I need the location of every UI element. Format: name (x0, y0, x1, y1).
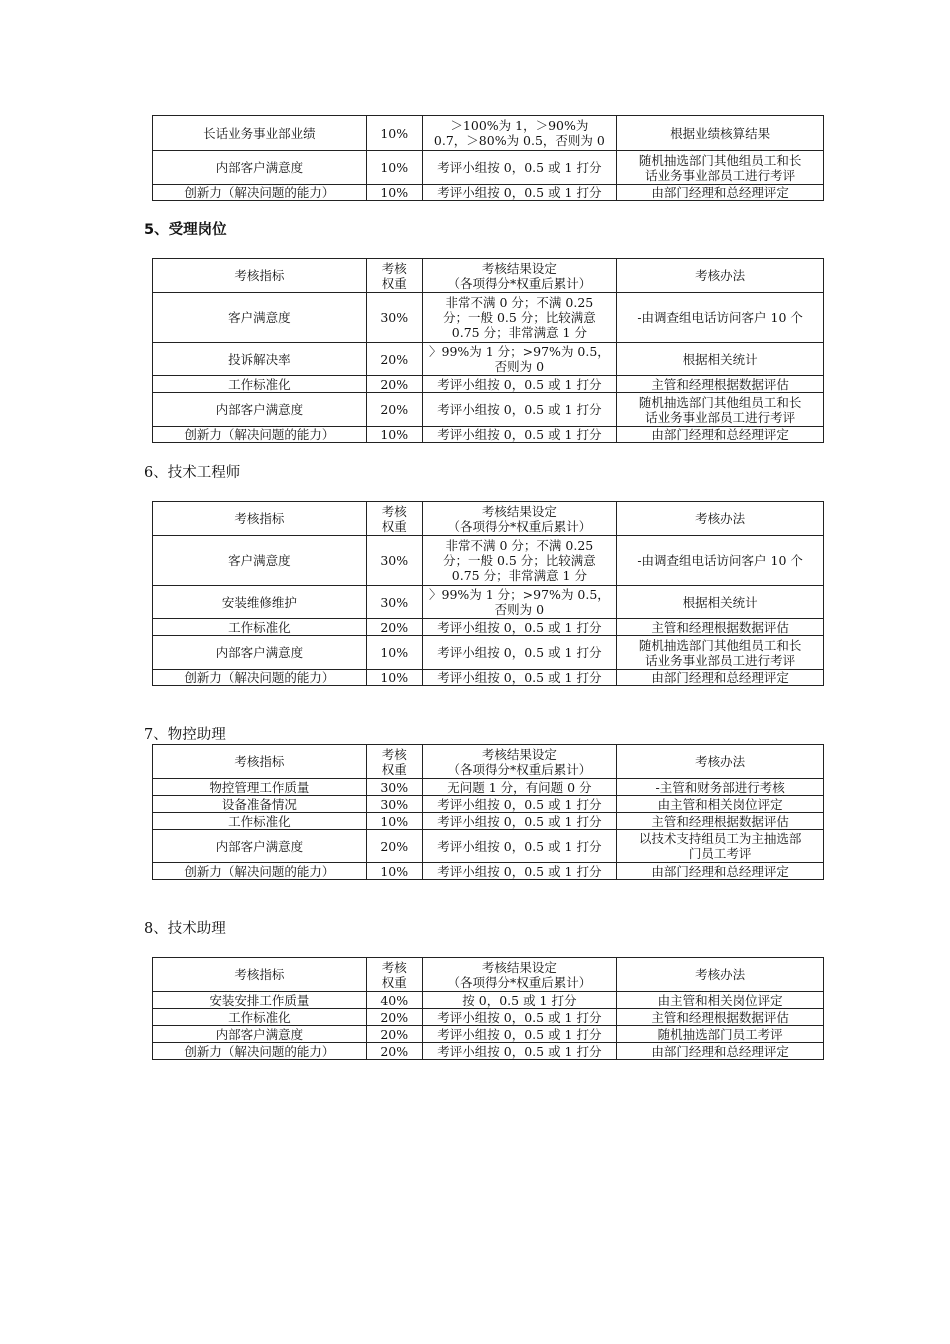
header-result-setting: 考核结果设定 （各项得分*权重后累计） (422, 259, 617, 293)
header-weight: 考核 权重 (366, 958, 422, 992)
cell-indicator: 客户满意度 (153, 536, 367, 586)
cell-method: 由主管和相关岗位评定 (617, 992, 824, 1009)
cell-method: 以技术支持组员工为主抽选部 门员工考评 (617, 830, 824, 863)
cell-result-setting: 考评小组按 0，0.5 或 1 打分 (422, 863, 617, 880)
cell-indicator: 创新力（解决问题的能力） (153, 185, 367, 201)
cell-weight: 10% (366, 116, 422, 151)
table-row (153, 813, 824, 830)
kpi-table-tech-assistant (152, 957, 824, 1060)
cell-result-setting: 考评小组按 0，0.5 或 1 打分 (422, 1043, 617, 1060)
cell-weight: 30% (366, 293, 422, 343)
cell-weight: 10% (366, 813, 422, 830)
cell-result-setting: 非常不满 0 分；不满 0.25 分；一般 0.5 分；比较满意 0.75 分；非常满意 1 分 (422, 293, 617, 343)
cell-method: 根据相关统计 (617, 586, 824, 619)
header-method: 考核办法 (617, 958, 824, 992)
header-indicator: 考核指标 (153, 745, 367, 779)
cell-method: 根据相关统计 (617, 343, 824, 376)
table-row (153, 1009, 824, 1026)
table-row (153, 636, 824, 670)
cell-weight: 20% (366, 1043, 422, 1060)
table-row (153, 1026, 824, 1043)
table-header-row (153, 745, 824, 779)
cell-result-setting: 考评小组按 0，0.5 或 1 打分 (422, 619, 617, 636)
section-6-title: 6、技术工程师 (144, 465, 241, 481)
cell-method: 主管和经理根据数据评估 (617, 376, 824, 393)
table-row (153, 185, 824, 201)
cell-method: 根据业绩核算结果 (617, 116, 824, 151)
cell-weight: 20% (366, 619, 422, 636)
cell-indicator: 创新力（解决问题的能力） (153, 670, 367, 686)
cell-weight: 20% (366, 1009, 422, 1026)
cell-result-setting: 考评小组按 0，0.5 或 1 打分 (422, 427, 617, 443)
header-indicator: 考核指标 (153, 259, 367, 293)
cell-method: 由部门经理和总经理评定 (617, 1043, 824, 1060)
cell-indicator: 内部客户满意度 (153, 1026, 367, 1043)
header-weight: 考核 权重 (366, 502, 422, 536)
cell-indicator: 内部客户满意度 (153, 151, 367, 185)
cell-method: 由部门经理和总经理评定 (617, 670, 824, 686)
cell-indicator: 投诉解决率 (153, 343, 367, 376)
table-row (153, 779, 824, 796)
cell-weight: 10% (366, 636, 422, 670)
table-header-row (153, 958, 824, 992)
table-row (153, 376, 824, 393)
cell-weight: 10% (366, 185, 422, 201)
cell-method: 随机抽选部门其他组员工和长 话业务事业部员工进行考评 (617, 393, 824, 427)
table-row (153, 343, 824, 376)
cell-result-setting: 考评小组按 0，0.5 或 1 打分 (422, 1026, 617, 1043)
cell-result-setting: 考评小组按 0，0.5 或 1 打分 (422, 185, 617, 201)
table-row (153, 796, 824, 813)
cell-indicator: 创新力（解决问题的能力） (153, 1043, 367, 1060)
header-result-setting: 考核结果设定 （各项得分*权重后累计） (422, 502, 617, 536)
table-row (153, 1043, 824, 1060)
table-row (153, 151, 824, 185)
cell-method: 随机抽选部门其他组员工和长 话业务事业部员工进行考评 (617, 636, 824, 670)
header-method: 考核办法 (617, 745, 824, 779)
cell-weight: 20% (366, 343, 422, 376)
cell-result-setting: 考评小组按 0，0.5 或 1 打分 (422, 830, 617, 863)
cell-result-setting: 考评小组按 0，0.5 或 1 打分 (422, 393, 617, 427)
header-weight: 考核 权重 (366, 745, 422, 779)
cell-method: -由调查组电话访问客户 10 个 (617, 536, 824, 586)
header-method: 考核办法 (617, 502, 824, 536)
table-row (153, 427, 824, 443)
header-weight: 考核 权重 (366, 259, 422, 293)
cell-indicator: 工作标准化 (153, 619, 367, 636)
table-header-row (153, 259, 824, 293)
table-row (153, 393, 824, 427)
cell-result-setting: 考评小组按 0，0.5 或 1 打分 (422, 796, 617, 813)
cell-weight: 40% (366, 992, 422, 1009)
cell-indicator: 创新力（解决问题的能力） (153, 863, 367, 880)
cell-indicator: 工作标准化 (153, 813, 367, 830)
cell-method: 随机抽选部门其他组员工和长 话业务事业部员工进行考评 (617, 151, 824, 185)
cell-result-setting: 无问题 1 分，有问题 0 分 (422, 779, 617, 796)
kpi-table-reception (152, 258, 824, 443)
kpi-table-material-assistant (152, 744, 824, 880)
cell-result-setting: 〉99%为 1 分；>97%为 0.5， 否则为 0 (422, 586, 617, 619)
cell-method: 主管和经理根据数据评估 (617, 813, 824, 830)
cell-method: 由部门经理和总经理评定 (617, 185, 824, 201)
cell-result-setting: ＞100%为 1，＞90%为 0.7，＞80%为 0.5，否则为 0 (422, 116, 617, 151)
table-row (153, 116, 824, 151)
cell-indicator: 安装安排工作质量 (153, 992, 367, 1009)
table-row (153, 830, 824, 863)
cell-result-setting: 考评小组按 0，0.5 或 1 打分 (422, 151, 617, 185)
cell-method: 由部门经理和总经理评定 (617, 427, 824, 443)
cell-method: 主管和经理根据数据评估 (617, 1009, 824, 1026)
cell-indicator: 工作标准化 (153, 1009, 367, 1026)
table-row (153, 992, 824, 1009)
cell-weight: 30% (366, 586, 422, 619)
cell-indicator: 工作标准化 (153, 376, 367, 393)
cell-weight: 20% (366, 1026, 422, 1043)
cell-weight: 10% (366, 670, 422, 686)
cell-method: -由调查组电话访问客户 10 个 (617, 293, 824, 343)
cell-result-setting: 考评小组按 0，0.5 或 1 打分 (422, 813, 617, 830)
cell-weight: 10% (366, 863, 422, 880)
table-row (153, 536, 824, 586)
cell-method: -主管和财务部进行考核 (617, 779, 824, 796)
kpi-table-top (152, 115, 824, 201)
cell-result-setting: 考评小组按 0，0.5 或 1 打分 (422, 1009, 617, 1026)
cell-indicator: 物控管理工作质量 (153, 779, 367, 796)
section-5-title: 5、受理岗位 (144, 222, 227, 238)
cell-method: 随机抽选部门员工考评 (617, 1026, 824, 1043)
table-row (153, 586, 824, 619)
table-row (153, 670, 824, 686)
cell-indicator: 客户满意度 (153, 293, 367, 343)
cell-indicator: 长话业务事业部业绩 (153, 116, 367, 151)
cell-indicator: 内部客户满意度 (153, 393, 367, 427)
kpi-table-tech-engineer (152, 501, 824, 686)
cell-weight: 10% (366, 151, 422, 185)
section-8-title: 8、技术助理 (144, 921, 226, 937)
cell-result-setting: 〉99%为 1 分；>97%为 0.5， 否则为 0 (422, 343, 617, 376)
header-method: 考核办法 (617, 259, 824, 293)
header-indicator: 考核指标 (153, 958, 367, 992)
cell-weight: 20% (366, 830, 422, 863)
header-indicator: 考核指标 (153, 502, 367, 536)
cell-result-setting: 考评小组按 0，0.5 或 1 打分 (422, 670, 617, 686)
cell-result-setting: 考评小组按 0，0.5 或 1 打分 (422, 376, 617, 393)
cell-method: 由主管和相关岗位评定 (617, 796, 824, 813)
cell-indicator: 安装维修维护 (153, 586, 367, 619)
cell-indicator: 内部客户满意度 (153, 830, 367, 863)
header-result-setting: 考核结果设定 （各项得分*权重后累计） (422, 745, 617, 779)
cell-result-setting: 按 0，0.5 或 1 打分 (422, 992, 617, 1009)
cell-weight: 20% (366, 376, 422, 393)
cell-weight: 30% (366, 536, 422, 586)
cell-method: 主管和经理根据数据评估 (617, 619, 824, 636)
cell-method: 由部门经理和总经理评定 (617, 863, 824, 880)
cell-weight: 20% (366, 393, 422, 427)
cell-result-setting: 非常不满 0 分；不满 0.25 分；一般 0.5 分；比较满意 0.75 分；非常满意 1 分 (422, 536, 617, 586)
cell-indicator: 创新力（解决问题的能力） (153, 427, 367, 443)
table-header-row (153, 502, 824, 536)
cell-weight: 30% (366, 796, 422, 813)
cell-indicator: 内部客户满意度 (153, 636, 367, 670)
cell-weight: 30% (366, 779, 422, 796)
table-row (153, 863, 824, 880)
cell-indicator: 设备准备情况 (153, 796, 367, 813)
cell-result-setting: 考评小组按 0，0.5 或 1 打分 (422, 636, 617, 670)
section-7-title: 7、物控助理 (144, 727, 226, 743)
header-result-setting: 考核结果设定 （各项得分*权重后累计） (422, 958, 617, 992)
table-row (153, 619, 824, 636)
cell-weight: 10% (366, 427, 422, 443)
table-row (153, 293, 824, 343)
